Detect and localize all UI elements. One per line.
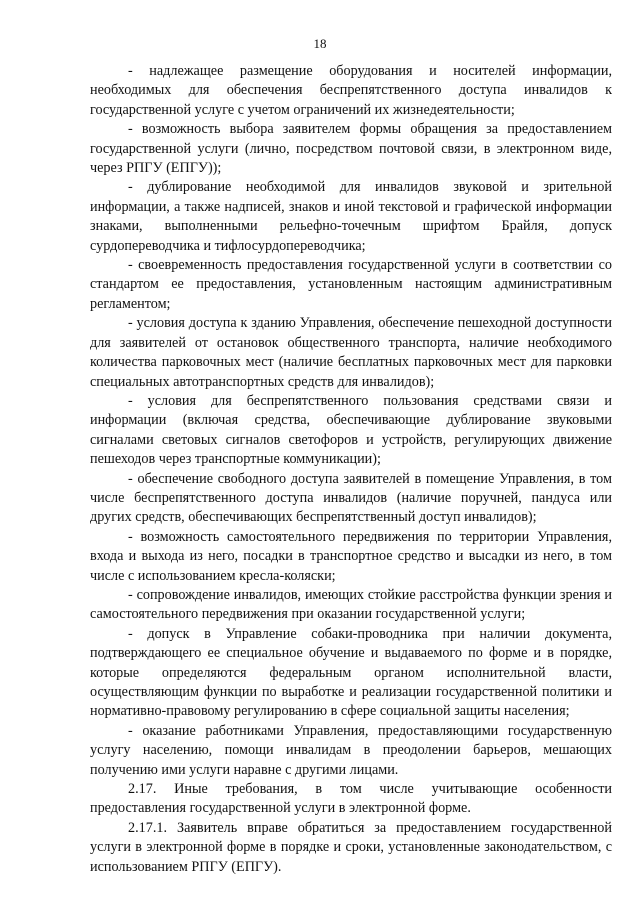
paragraph-information-duplication: - дублирование необходимой для инвалидов звуковой и зрительной информации, а также надписей, знаков и иной текстовой и графической информации знаками, выполненными рельефно-точечным шрифтом Брайля, допуск сурдопереводчика и тифлосурдопереводчика;: [90, 179, 612, 254]
paragraph-communication-access: - условия для беспрепятственного пользования средствами связи и информации (включая средства, обеспечивающие дублирование звуковыми сигналами световых сигналов светофоров и устройств, регулирующих движение пешеходов через транспортные коммуникации);: [90, 392, 612, 468]
paragraph-independent-movement: - возможность самостоятельного передвижения по территории Управления, входа и выхода из него, посадки в транспортное средство и высадки из него, в том числе с использованием кресла-коляски;: [90, 528, 612, 584]
document-body: [90, 62, 612, 877]
paragraph-building-access: - условия доступа к зданию Управления, обеспечение пешеходной доступности для заявителей от остановок общественного транспорта, наличие необходимого количества парковочных мест (наличие бесплатных парковочных мест для парковки специальных автотранспортных средств для инвалидов);: [90, 315, 612, 390]
paragraph-escort: - сопровождение инвалидов, имеющих стойкие расстройства функции зрения и самостоятельного передвижения при оказании государственной услуги;: [90, 586, 612, 623]
paragraph-staff-assistance: - оказание работниками Управления, предоставляющими государственную услугу населению, помощи инвалидам в преодолении барьеров, мешающих получению ими услуги наравне с другими лицами.: [90, 722, 612, 778]
paragraph-guide-dog: - допуск в Управление собаки-проводника при наличии документа, подтверждающего ее специальное обучение и выдаваемого по форме и в порядке, которые определяются федеральным органом исполнительной власти, осуществляющим функции по выработке и реализации государственной политики и нормативно-правовому регулированию в сфере социальной защиты населения;: [90, 625, 612, 720]
paragraph-application-form-choice: - возможность выбора заявителем формы обращения за предоставлением государственной услуги (лично, посредством почтовой связи, в электронном виде, через РПГУ (ЕПГУ));: [90, 121, 612, 177]
paragraph-accessibility-equipment: - надлежащее размещение оборудования и носителей информации, необходимых для обеспечения беспрепятственного доступа инвалидов к государственной услуге с учетом ограничений их жизнедеятельности;: [90, 63, 612, 118]
paragraph-premises-access: - обеспечение свободного доступа заявителей в помещение Управления, в том числе беспрепятственного доступа инвалидов (наличие поручней, пандуса или других средств, обеспечивающих беспрепятственный доступ инвалидов);: [90, 470, 612, 526]
page-number: 18: [313, 36, 327, 51]
paragraph-timeliness: - своевременность предоставления государственной услуги в соответствии со стандартом ее предоставления, установленным настоящим административным регламентом;: [90, 257, 612, 312]
paragraph-section-2-17-1: 2.17.1. Заявитель вправе обратиться за предоставлением государственной услуги в электронной форме в порядке и сроки, установленные законодательством, с использованием РПГУ (ЕПГУ).: [90, 819, 612, 875]
paragraph-section-2-17: 2.17. Иные требования, в том числе учитывающие особенности предоставления государственной услуги в электронной форме.: [90, 781, 612, 817]
